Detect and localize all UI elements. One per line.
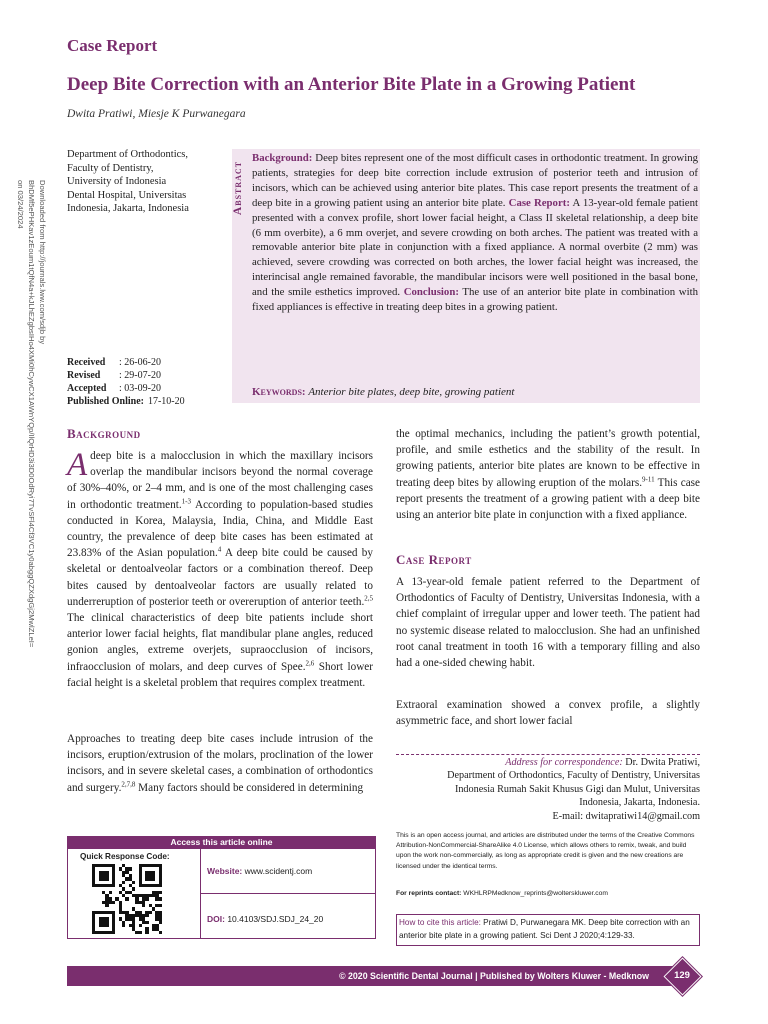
doi-label: DOI: [207, 914, 225, 924]
text-run: the optimal mechanics, including the patient’s growth potential, profile, and smile esthetics and the stability of the result. In growing patients, anterior bite plates are known to be effective in treating deep bites by allowing eruption of the molars. [396, 428, 700, 489]
accepted-date: : 03-09-20 [119, 383, 161, 394]
correspondence-line: Department of Orthodontics, Faculty of Dentistry, Universitas [447, 770, 700, 782]
footer-copyright: © 2020 Scientific Dental Journal | Published by Wolters Kluwer - Medknow [339, 971, 649, 981]
received-label: Received [67, 357, 106, 368]
case-report-paragraph-1: A 13-year-old female patient referred to the Department of Orthodontics of Faculty of Dentistry, Universitas Indonesia, with a chief complaint of irregular upper and lower teeth. The patient had no systemic disease related to malocclusion. She had an unfinished root canal treatment in tooth 16 with a temporary filling and also had a one-sided chewing habit. [396, 576, 700, 670]
doi-link[interactable]: 10.4103/SDJ.SDJ_24_20 [224, 914, 324, 924]
qr-module [159, 931, 162, 934]
page-number: 129 [674, 970, 690, 981]
abstract-tab-label: Abstract [232, 160, 244, 216]
authors: Dwita Pratiwi, Miesje K Purwanegara [67, 108, 246, 120]
correspondence-email[interactable]: E-mail: dwitapratiwi14@gmail.com [552, 810, 700, 822]
reprints-contact [396, 890, 700, 897]
qr-code-label: Quick Response Code: [80, 852, 170, 861]
section-label: Case Report [67, 36, 158, 55]
citation-ref: 2,7,8 [121, 779, 136, 788]
correspondence-label: Address for correspondence: [505, 757, 623, 768]
text-run: This case report presents the treatment of a growing patient with a deep bite using an anterior bite plate in conjunction with a fixed appliance. [396, 476, 700, 522]
license-text: This is an open access journal, and articles are distributed under the terms of the Creative Commons Attribution-NonCommercial-ShareAlike 4.0 License, which allows others to remix, tweak, and build upon the work non-commercially, as long as appropriate credit is given and the new creations are licensed under the identical terms. [396, 832, 695, 870]
how-to-cite [399, 916, 697, 942]
case-report-heading: Case Report [396, 552, 472, 567]
text-run: Approaches to treating deep bite cases include intrusion of the incisors, eruption/extrusion of the molars, proclination of the lower incisors, and in severe skeletal cases, a combination of orthodontics and surgery. [67, 733, 373, 794]
keywords-label: Keywords: [252, 386, 306, 398]
citation-ref: 2,5 [364, 594, 373, 603]
keywords-value: Anterior bite plates, deep bite, growing patient [308, 386, 515, 398]
correspondence-line: Indonesia, Jakarta, Indonesia. [579, 797, 700, 809]
access-online-header: Access this article online [67, 836, 376, 849]
website-label: Website: [207, 866, 243, 876]
abstract-tab [232, 149, 248, 239]
correspondence-divider [396, 754, 700, 755]
drop-cap: A [67, 447, 88, 483]
text-run: A deep bite could be caused by skeletal or dentoalveolar factors or a combination thereof. Deep bites caused by dentoalveolar factors are usually related to underreruption of posterior teeth or overeruption of anterior teeth. [67, 547, 373, 608]
text-run: According to population-based studies conducted in Korea, Malaysia, India, China, and Middle East country, the prevalence of deep bite cases has been estimated at 23.83% of the Asian population. [67, 498, 373, 560]
revised-label: Revised [67, 370, 101, 381]
abstract-case-label: Case Report: [508, 196, 570, 209]
affiliation-line: Faculty of Dentistry, [67, 162, 154, 174]
text-run: deep bite is a malocclusion in which the maxillary incisors overlap the mandibular incisors beyond the normal coverage of 30%–40%, or 2–4 mm, and is one of the most challenging cases in orthodontic treatment. [67, 450, 373, 511]
received-date: : 26-06-20 [119, 357, 161, 368]
qr-code[interactable] [92, 864, 162, 934]
page-number-badge [666, 962, 698, 990]
keywords [252, 386, 698, 398]
article-title: Deep Bite Correction with an Anterior Bite Plate in a Growing Patient [67, 74, 636, 95]
citation-ref: 2,6 [305, 658, 315, 667]
citation-ref: 4 [217, 545, 222, 554]
abstract-conclusion: The use of an anterior bite plate in combination with fixed appliances is effective in treating deep bites in a growing patient. [252, 286, 698, 314]
text-run: Short lower facial height is a skeletal problem that requires complex treatment. [67, 660, 373, 689]
published-label: Published Online: [67, 396, 144, 407]
citation-ref: 1-3 [181, 496, 191, 505]
access-divider [200, 893, 375, 894]
affiliation-line: University of Indonesia [67, 176, 167, 187]
reprints-email[interactable]: WKHLRPMedknow_reprints@wolterskluwer.com [461, 890, 608, 897]
abstract-background: Deep bites represent one of the most difficult cases in orthodontic treatment. In growing patients, strategies for deep bite correction include extrusion of posterior teeth and intrusion of incisors, which can be achieved using anterior bite plates. This case report presents the treatment of a deep bite in a growing patient using an anterior bite plate. [252, 152, 698, 209]
published-date: 17-10-20 [147, 396, 185, 407]
text-run: The clinical characteristics of deep bite patients include short anterior lower facial heights, flat mandibular plane angles, reduced gonion angles, extreme overjets, supraocclusion of incisors, infraocclusion of molars, and deep curves of Spee. [67, 612, 373, 673]
abstract-conclusion-label: Conclusion: [403, 286, 459, 299]
article-dates [67, 356, 185, 408]
background-paragraph-3 [396, 426, 700, 523]
correspondence-address [396, 756, 700, 823]
revised-date: : 29-07-20 [119, 370, 161, 381]
abstract-background-label: Background: [252, 152, 313, 164]
affiliation-line: Department of Orthodontics, [67, 149, 189, 160]
doi-line [207, 914, 323, 924]
abstract-case: A 13-year-old female patient presented with a convex profile, short lower facial height, a Class II skeletal relationship, a deep bite (6 mm overbite), a 6 mm overjet, and severe crowding on both arches. The patient was treated with a removable anterior bite plate in conjunction with a fixed appliance. A normal overbite (2 mm) was achieved, severe crowding was corrected on both arches, the lower facial height was increased, the interincisal angle remained favorable, the mandibular incisors were well positioned in the basal bone, and the smile esthetics improved. [252, 196, 698, 299]
affiliation-line: Indonesia, Jakarta, Indonesia [67, 203, 189, 214]
affiliation [67, 148, 227, 216]
download-side-note-text: Downloaded from http://journals.lww.com/sdjb by BhDMf5ePHKav1zEoum1tQfN4a+kJLhEZgbsIHo4XMi0hCywCX1AWnYQp/IlQrHD3i3D0OdRyi7TvSFl4Cf3VC1y0abggQZXdgGj2MwlZLeI= on 03/24/2024 [16, 180, 47, 648]
website-link[interactable]: www.scidentj.com [242, 866, 313, 876]
text-run: Many factors should be considered in determining [135, 781, 364, 794]
background-heading: Background [67, 426, 141, 441]
citation-ref: 9-11 [642, 474, 655, 483]
correspondence-name: Dr. Dwita Pratiwi, [622, 757, 700, 768]
affiliation-line: Dental Hospital, Universitas [67, 189, 187, 201]
download-side-note [16, 180, 48, 648]
background-paragraph-2 [67, 731, 373, 796]
case-report-paragraph-2: Extraoral examination showed a convex profile, a slightly asymmetric face, and short lower facial [396, 699, 700, 728]
reprints-label: For reprints contact: [396, 890, 462, 897]
accepted-label: Accepted [67, 383, 107, 394]
cite-text: Pratiwi D, Purwanegara MK. Deep bite correction with an anterior bite plate in a growing patient. Sci Dent J 2020;4:129-33. [399, 918, 690, 940]
website-line [207, 866, 312, 876]
correspondence-line: Indonesia Rumah Sakit Khusus Gigi dan Mulut, Universitas [454, 783, 700, 795]
abstract-text [252, 151, 698, 315]
cite-label: How to cite this article: [399, 918, 481, 927]
background-paragraph-1 [67, 448, 373, 691]
